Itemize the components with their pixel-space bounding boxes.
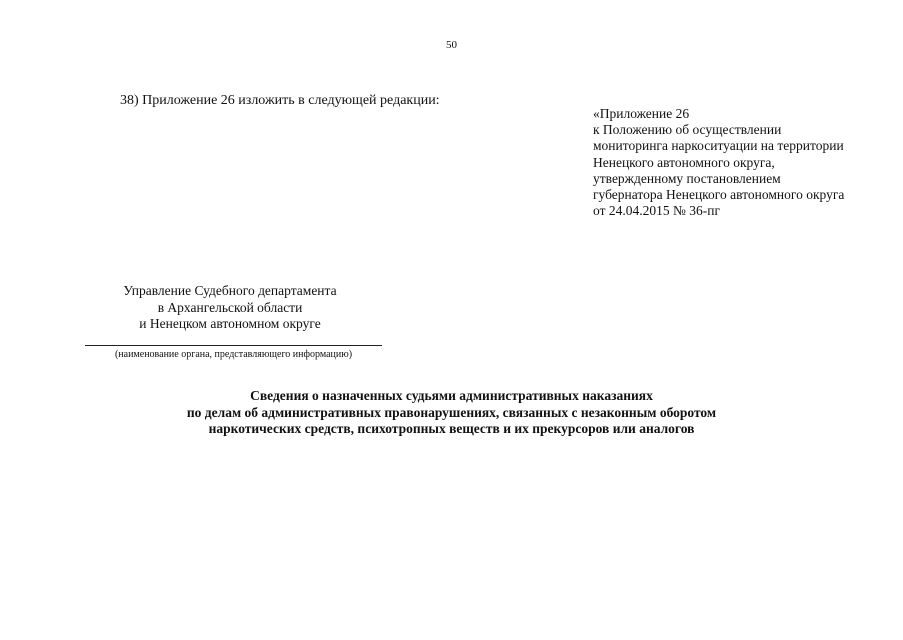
appendix-header-line: к Положению об осуществлении xyxy=(593,122,782,138)
report-title xyxy=(0,388,903,438)
appendix-header-line: «Приложение 26 xyxy=(593,106,690,121)
organization-line: в Архангельской области xyxy=(157,299,303,315)
report-title-line: Сведения о назначенных судьями административных наказаниях xyxy=(250,388,653,403)
appendix-header-line: утвержденному постановлением xyxy=(593,170,781,186)
report-title-line: наркотических средств, психотропных веществ и их прекурсоров или аналогов xyxy=(208,421,695,436)
amendment-text: 38) Приложение 26 изложить в следующей редакции: xyxy=(120,93,440,108)
organization-caption: (наименование органа, представляющего информацию) xyxy=(114,349,353,360)
organization-line: и Ненецком автономном округе xyxy=(139,316,321,331)
appendix-header-line: от 24.04.2015 № 36-пг xyxy=(593,203,720,219)
appendix-header-line: мониторинга наркоситуации на территории xyxy=(593,138,844,154)
report-title-line: по делам об административных правонарушениях, связанных с незаконным оборотом xyxy=(186,404,717,420)
organization-name xyxy=(100,283,360,333)
organization-line: Управление Судебного департамента xyxy=(123,283,337,298)
appendix-header xyxy=(593,106,844,219)
organization-underline xyxy=(85,345,382,346)
appendix-header-line: губернатора Ненецкого автономного округа xyxy=(593,187,845,203)
page-number: 50 xyxy=(446,39,457,51)
appendix-header-line: Ненецкого автономного округа, xyxy=(593,154,775,170)
